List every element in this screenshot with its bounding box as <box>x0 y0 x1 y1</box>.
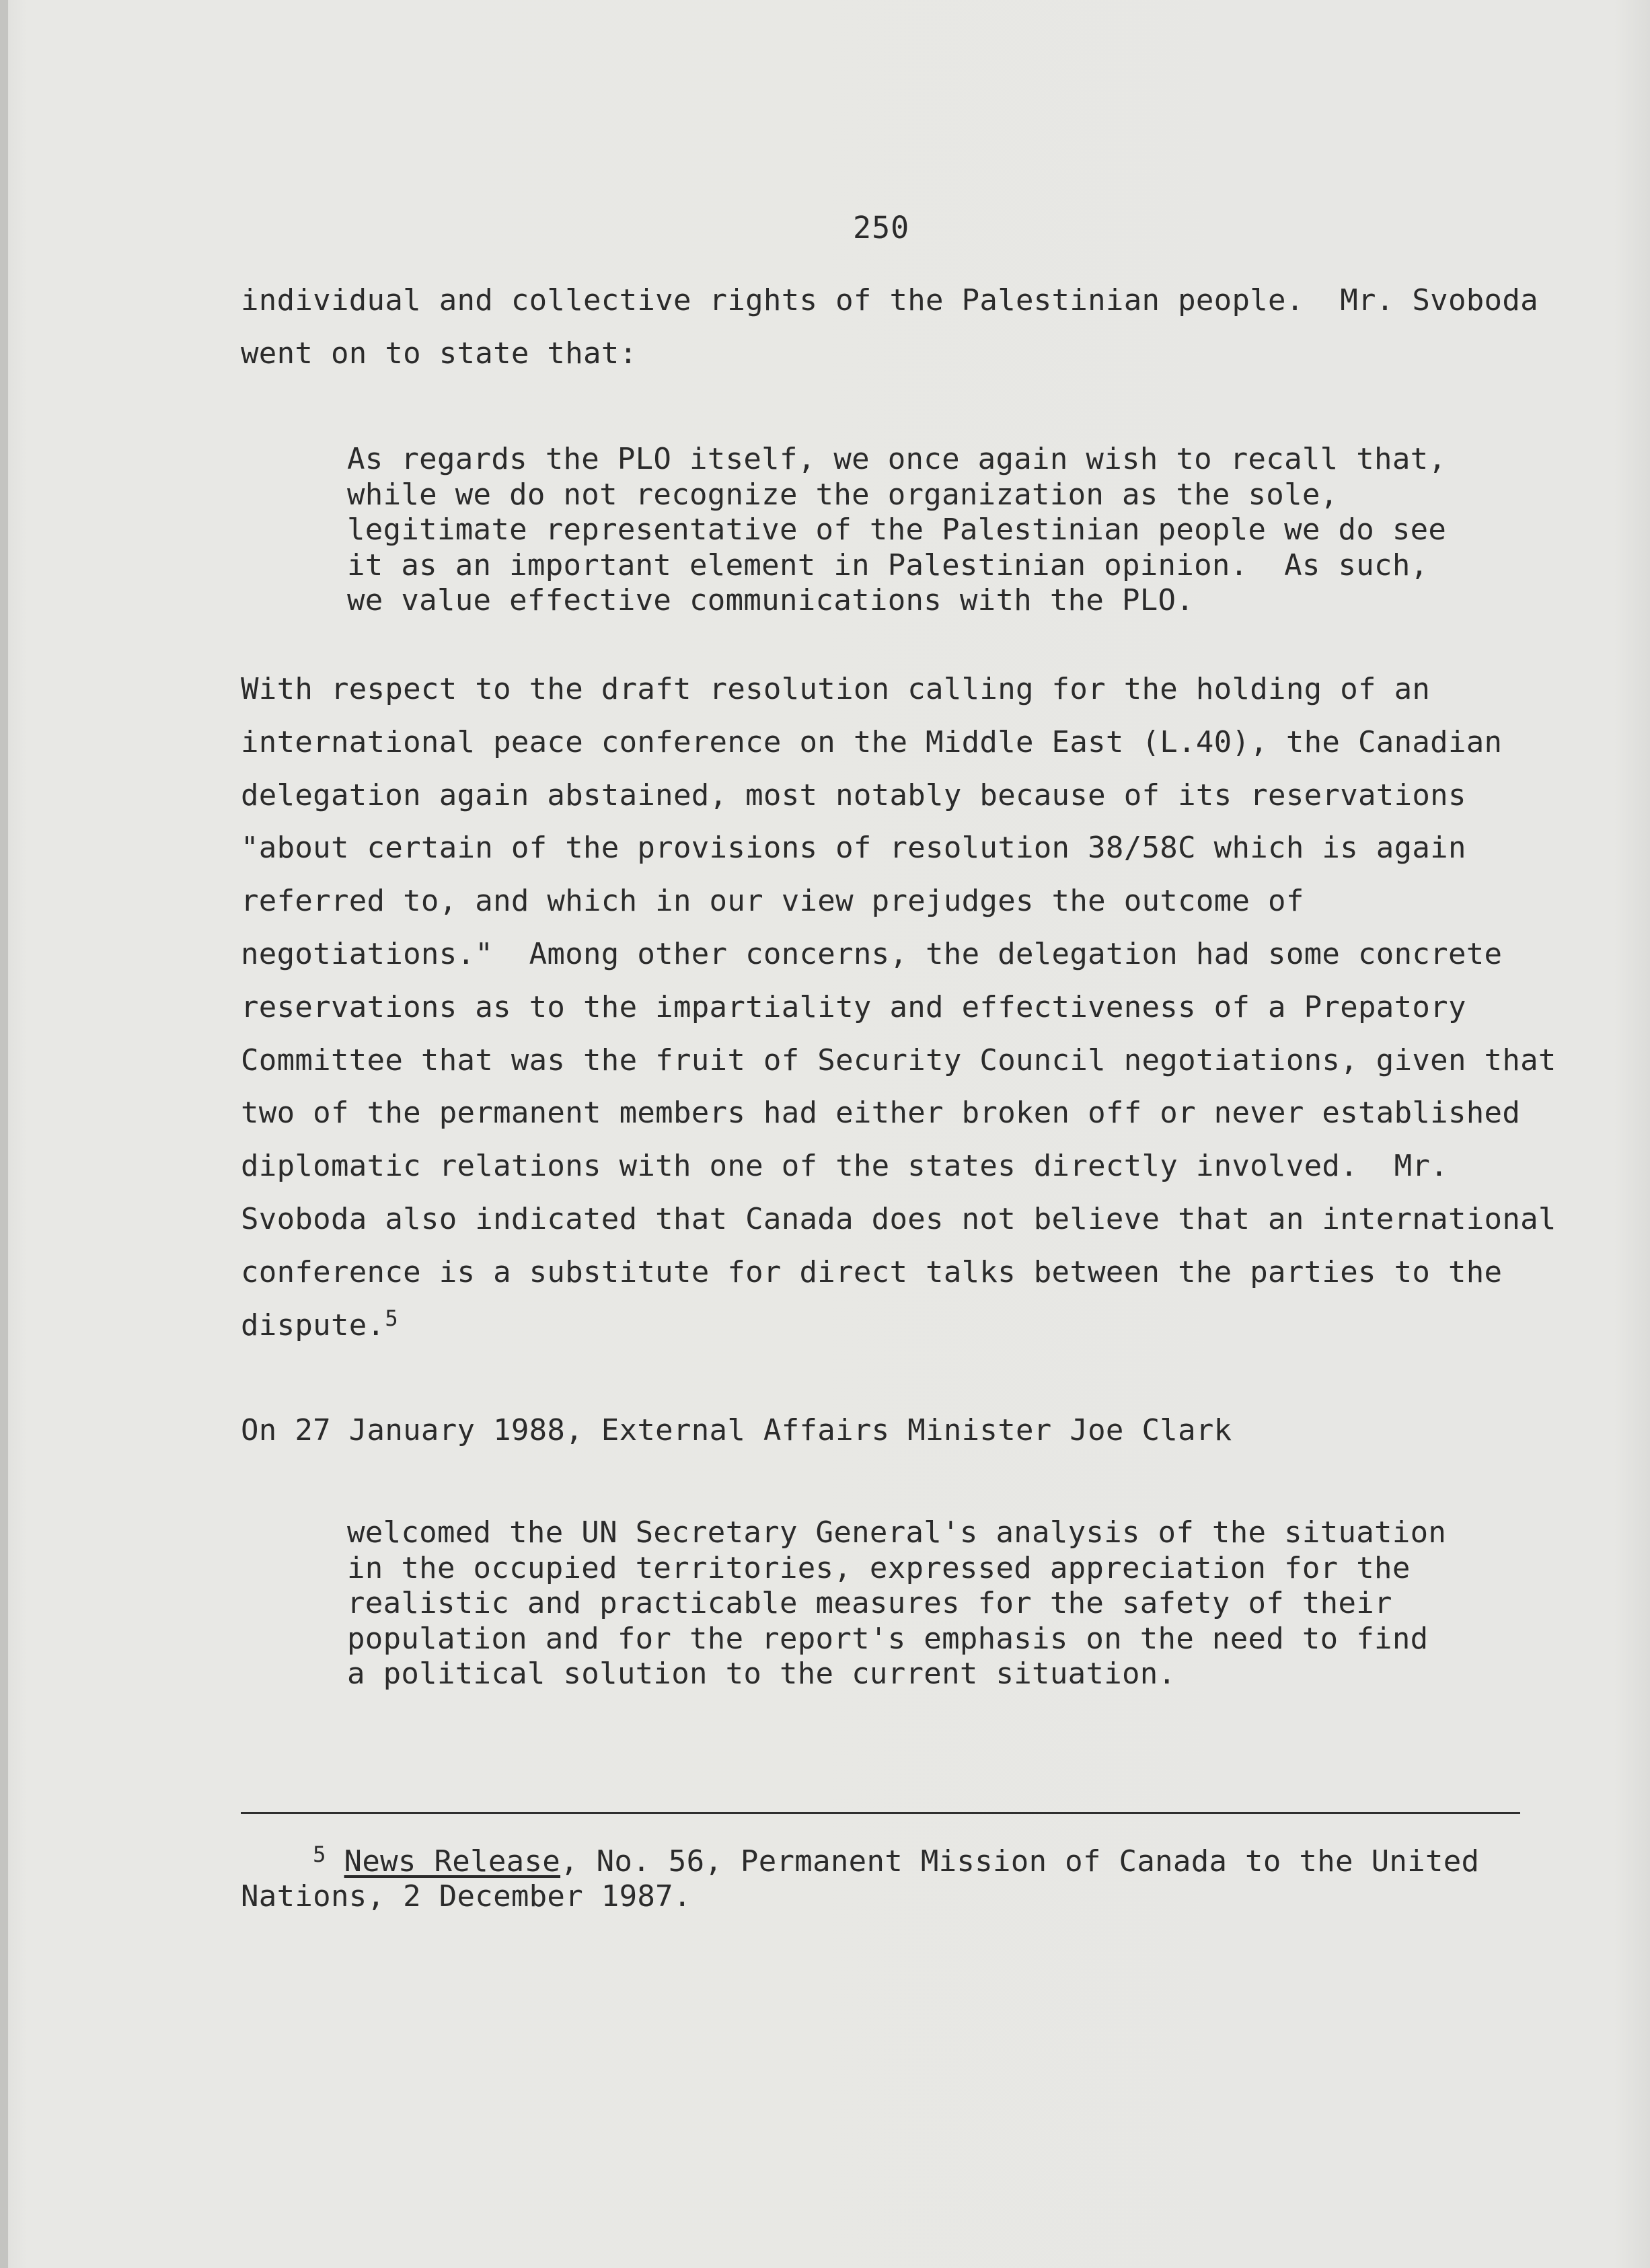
paragraph-2 <box>241 663 1557 1352</box>
text-line: it as an important element in Palestinian opinion. As such, <box>347 547 1429 582</box>
text-line: welcomed the UN Secretary General's analysis of the situation <box>347 1515 1447 1550</box>
block-quote-1 <box>347 442 1491 619</box>
text-line: reservations as to the impartiality and effectiveness of a Prepatory <box>241 989 1466 1024</box>
text-line: population and for the report's emphasis on the need to find <box>347 1621 1429 1656</box>
text-line: dispute. <box>241 1308 385 1343</box>
text-line: delegation again abstained, most notably because of its reservations <box>241 778 1466 812</box>
footnote-text: Nations, 2 December 1987. <box>241 1879 691 1914</box>
footnote-number: 5 <box>313 1842 326 1867</box>
text-line: we value effective communications with the PLO. <box>347 583 1195 617</box>
text-line: international peace conference on the Middle East (L.40), the Canadian <box>241 724 1503 759</box>
paragraph-3 <box>241 1404 1519 1458</box>
footnote-5 <box>241 1844 1519 1914</box>
text-line: individual and collective rights of the Palestinian people. Mr. Svoboda <box>241 283 1538 317</box>
footnote-reference: 5 <box>385 1305 398 1331</box>
text-line: while we do not recognize the organization as the sole, <box>347 477 1339 512</box>
text-line: As regards the PLO itself, we once again wish to recall that, <box>347 442 1447 476</box>
footnote-separator <box>241 1812 1520 1814</box>
text-line: On 27 January 1988, External Affairs Minister Joe Clark <box>241 1413 1232 1447</box>
text-line: conference is a substitute for direct talks between the parties to the <box>241 1254 1503 1289</box>
text-line: realistic and practicable measures for the safety of their <box>347 1586 1392 1620</box>
text-line: With respect to the draft resolution calling for the holding of an <box>241 672 1431 706</box>
text-line: two of the permanent members had either broken off or never established <box>241 1096 1521 1131</box>
text-line: a political solution to the current situation. <box>347 1657 1176 1691</box>
footnote-source-title: News Release <box>344 1844 561 1879</box>
text-line: in the occupied territories, expressed appreciation for the <box>347 1550 1411 1585</box>
text-line: "about certain of the provisions of resolution 38/58C which is again <box>241 831 1466 866</box>
text-line: Committee that was the fruit of Security Council negotiations, given that <box>241 1043 1557 1078</box>
text-line: referred to, and which in our view prejudges the outcome of <box>241 884 1304 919</box>
text-line: went on to state that: <box>241 336 638 371</box>
page-number: 250 <box>853 210 910 245</box>
paragraph-1 <box>241 274 1538 381</box>
block-quote-2 <box>347 1515 1491 1692</box>
text-line: legitimate representative of the Palestinian people we do see <box>347 513 1447 547</box>
page-edge-shadow <box>0 0 8 2268</box>
footnote-text: , No. 56, Permanent Mission of Canada to the United <box>560 1844 1480 1879</box>
text-line: negotiations." Among other concerns, the delegation had some concrete <box>241 936 1503 971</box>
text-line: Svoboda also indicated that Canada does not believe that an international <box>241 1201 1557 1236</box>
text-line: diplomatic relations with one of the states directly involved. Mr. <box>241 1149 1448 1184</box>
